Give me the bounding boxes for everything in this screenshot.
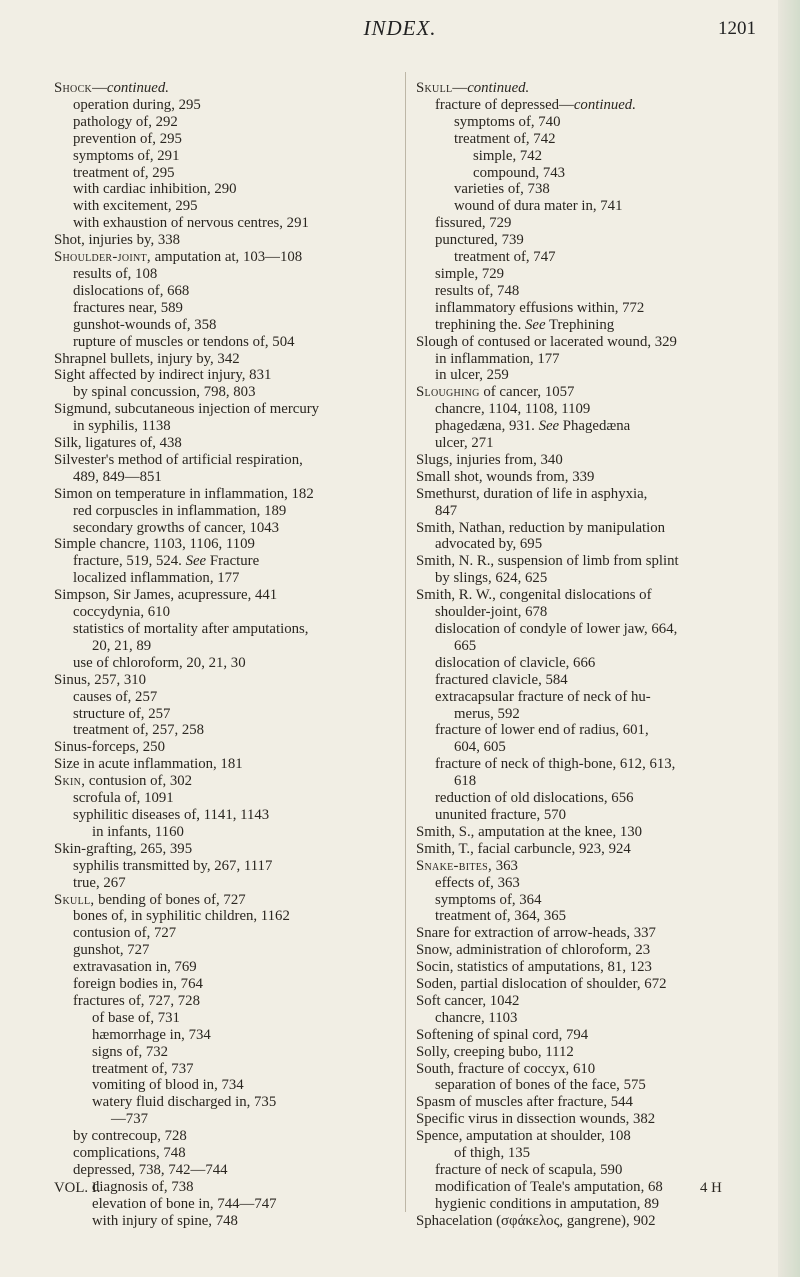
index-entry [416, 976, 761, 993]
index-entry [54, 435, 399, 452]
index-entry [54, 80, 399, 97]
index-entry-text: advocated by, 695 [435, 536, 543, 553]
index-entry [54, 452, 399, 469]
index-entry-text: of base of, 731 [92, 1009, 180, 1026]
index-entry-text: by contrecoup, 728 [73, 1128, 187, 1145]
index-entry-text: Smith, Nathan, reduction by manipulation [416, 519, 666, 536]
index-entry-text: bending of bones of, 727 [94, 891, 246, 908]
index-entry [416, 722, 761, 739]
index-entry [416, 1010, 761, 1027]
index-entry [54, 1179, 399, 1196]
index-entry-text: South, fracture of coccyx, 610 [416, 1060, 596, 1077]
index-entry [416, 215, 761, 232]
index-entry-text: Spasm of muscles after fracture, 544 [416, 1094, 633, 1111]
index-entry [416, 604, 761, 621]
index-entry [416, 655, 761, 672]
index-heading: Skull, [54, 891, 95, 908]
index-entry-text: 604, 605 [454, 739, 506, 756]
index-entry [54, 165, 399, 182]
index-entry-text: fractures of, 727, 728 [73, 992, 200, 1009]
index-entry [416, 689, 761, 706]
index-entry [416, 300, 761, 317]
index-entry-text: Soden, partial dislocation of shoulder, 672 [416, 976, 667, 993]
index-entry [54, 1061, 399, 1078]
index-entry [416, 925, 761, 942]
index-entry [416, 317, 761, 334]
index-entry [54, 97, 399, 114]
index-entry [416, 232, 761, 249]
index-entry [54, 215, 399, 232]
index-entry [416, 131, 761, 148]
index-entry-text: Snow, administration of chloroform, 23 [416, 942, 651, 959]
index-entry [416, 1196, 761, 1213]
index-entry [416, 165, 761, 182]
index-entry-text: syphilis transmitted by, 267, 1117 [73, 857, 273, 874]
index-entry-text: fractured clavicle, 584 [435, 671, 568, 688]
index-entry-text: Smith, R. W., congenital dislocations of [416, 587, 652, 604]
index-entry-text: Smith, T., facial carbuncle, 923, 924 [416, 840, 631, 857]
index-heading: Skin, [54, 773, 86, 790]
index-entry [54, 249, 399, 266]
index-entry-text: amputation at, 103—108 [150, 249, 303, 266]
index-entry-text: diagnosis of, 738 [92, 1178, 194, 1195]
index-entry [416, 351, 761, 368]
signature-mark: 4 H [700, 1180, 722, 1196]
page-number: 1201 [718, 18, 756, 39]
index-entry [416, 283, 761, 300]
index-entry-text: Shot, injuries by, 338 [54, 232, 181, 249]
page-edge [778, 0, 800, 1277]
index-entry-text: structure of, 257 [73, 705, 171, 722]
index-entry-text: —continued. [92, 80, 169, 96]
index-entry-text: red corpuscles in inflammation, 189 [73, 502, 287, 519]
index-entry-text: elevation of bone in, 744—747 [92, 1195, 277, 1212]
index-entry [416, 80, 761, 97]
index-entry [416, 621, 761, 638]
index-entry-text: with exhaustion of nervous centres, 291 [73, 215, 309, 232]
index-entry [54, 689, 399, 706]
index-entry-text: bones of, in syphilitic children, 1162 [73, 908, 290, 925]
index-entry-text: true, 267 [73, 874, 126, 891]
index-entry-text: in infants, 1160 [92, 823, 184, 840]
index-entry [416, 97, 761, 114]
index-entry [54, 638, 399, 655]
index-entry-text: by slings, 624, 625 [435, 570, 548, 587]
index-entry [54, 959, 399, 976]
index-entry [54, 790, 399, 807]
index-entry-text: fracture of neck of scapula, 590 [435, 1162, 623, 1178]
index-entry [54, 621, 399, 638]
index-entry-text: use of chloroform, 20, 21, 30 [73, 654, 246, 671]
index-entry-text: secondary growths of cancer, 1043 [73, 519, 280, 536]
index-entry [416, 418, 761, 435]
index-entry-text: 489, 849—851 [73, 468, 162, 485]
index-entry-text: foreign bodies in, 764 [73, 976, 203, 993]
index-entry-text: in inflammation, 177 [435, 350, 560, 367]
index-entry [416, 841, 761, 858]
index-entry [54, 300, 399, 317]
index-entry-text: of cancer, 1057 [479, 384, 575, 401]
index-entry-text: Sinus, 257, 310 [54, 671, 147, 688]
index-entry-text: separation of bones of the face, 575 [435, 1077, 646, 1094]
index-entry [54, 993, 399, 1010]
index-entry [416, 435, 761, 452]
index-entry-text: treatment of, 295 [73, 164, 175, 181]
index-entry [54, 1128, 399, 1145]
index-entry-text: 665 [454, 637, 477, 654]
index-entry-text: Silk, ligatures of, 438 [54, 435, 182, 452]
index-entry-text: depressed, 738, 742—744 [73, 1162, 228, 1178]
index-entry-text: fracture of lower end of radius, 601, [435, 722, 649, 739]
index-entry-text: vomiting of blood in, 734 [92, 1077, 244, 1094]
index-entry [54, 1094, 399, 1111]
index-entry-text: symptoms of, 291 [73, 147, 180, 164]
index-entry [54, 655, 399, 672]
index-entry-text: treatment of, 257, 258 [73, 722, 205, 739]
index-entry [416, 1077, 761, 1094]
index-entry [416, 401, 761, 418]
index-entry-text: by spinal concussion, 798, 803 [73, 384, 256, 401]
index-entry [54, 181, 399, 198]
index-entry [54, 841, 399, 858]
index-entry [416, 1061, 761, 1078]
index-entry [54, 131, 399, 148]
index-entry-text: reduction of old dislocations, 656 [435, 790, 634, 807]
index-entry [54, 1027, 399, 1044]
index-entry [416, 553, 761, 570]
index-entry-text: fracture of neck of thigh-bone, 612, 613, [435, 756, 676, 773]
index-entry-text: 20, 21, 89 [92, 637, 152, 654]
index-entry [416, 959, 761, 976]
index-entry [416, 773, 761, 790]
index-entry-text: Sphacelation (σφάκελος, gangrene), 902 [416, 1212, 656, 1229]
index-entry-text: results of, 108 [73, 265, 158, 282]
index-entry-text: Shrapnel bullets, injury by, 342 [54, 350, 240, 367]
index-entry-text: compound, 743 [473, 164, 566, 181]
index-entry-text: syphilitic diseases of, 1141, 1143 [73, 806, 270, 823]
index-entry-text: complications, 748 [73, 1145, 186, 1162]
index-entry-text: Smith, N. R., suspension of limb from splint [416, 553, 679, 570]
index-entry [416, 908, 761, 925]
index-entry [416, 807, 761, 824]
index-entry-text: fractures near, 589 [73, 299, 183, 316]
index-entry-text: wound of dura mater in, 741 [454, 198, 623, 215]
index-entry [416, 1213, 761, 1230]
index-entry-text: modification of Teale's amputation, 68 [435, 1178, 663, 1195]
index-entry-text: fissured, 729 [435, 215, 512, 232]
index-entry-text: scrofula of, 1091 [73, 790, 174, 807]
index-entry-text: shoulder-joint, 678 [435, 604, 548, 621]
index-entry-text: Sight affected by indirect injury, 831 [54, 367, 272, 384]
index-entry-text: ununited fracture, 570 [435, 806, 567, 823]
index-entry [54, 604, 399, 621]
index-entry [54, 520, 399, 537]
index-entry [416, 249, 761, 266]
index-entry [54, 553, 399, 570]
index-entry-text: punctured, 739 [435, 232, 524, 249]
index-entry [416, 536, 761, 553]
index-entry [54, 672, 399, 689]
index-entry-text: merus, 592 [454, 705, 520, 722]
index-entry-text: extravasation in, 769 [73, 959, 197, 976]
index-entry [54, 706, 399, 723]
index-entry [416, 334, 761, 351]
index-entry-text: Specific virus in dissection wounds, 382 [416, 1111, 656, 1128]
index-entry-text: Sigmund, subcutaneous injection of mercury [54, 401, 320, 418]
index-entry [416, 367, 761, 384]
index-entry [416, 790, 761, 807]
running-title: INDEX. [363, 16, 437, 40]
index-entry [54, 198, 399, 215]
index-entry [416, 1162, 761, 1179]
index-entry [416, 892, 761, 909]
index-entry-text: symptoms of, 364 [435, 891, 542, 908]
index-entry-text: contusion of, 302 [85, 773, 193, 790]
index-entry [54, 283, 399, 300]
index-entry [54, 384, 399, 401]
index-entry-text: simple, 729 [435, 265, 505, 282]
index-entry [416, 469, 761, 486]
index-entry-text: statistics of mortality after amputations, [73, 621, 309, 637]
volume-label: VOL. I. [54, 1180, 101, 1196]
index-entry-text: contusion of, 727 [73, 925, 177, 942]
index-entry [54, 1077, 399, 1094]
index-entry-text: treatment of, 364, 365 [435, 908, 567, 925]
index-entry-text: Spence, amputation at shoulder, 108 [416, 1128, 631, 1145]
index-entry [54, 351, 399, 368]
index-entry-text: rupture of muscles or tendons of, 504 [73, 333, 295, 350]
index-heading: Shock [54, 80, 93, 96]
index-entry [416, 503, 761, 520]
index-entry-text: with injury of spine, 748 [92, 1212, 238, 1229]
index-entry [54, 756, 399, 773]
index-entry [416, 1128, 761, 1145]
page-header [0, 0, 800, 56]
index-entry [54, 875, 399, 892]
index-entry-text: hygienic conditions in amputation, 89 [435, 1195, 659, 1212]
index-entry [54, 114, 399, 131]
index-entry [54, 486, 399, 503]
index-entry-text: causes of, 257 [73, 688, 158, 705]
index-entry [54, 807, 399, 824]
index-entry-text: fracture, 519, 524. See Fracture [73, 553, 260, 570]
index-entry [416, 942, 761, 959]
index-heading: Sloughing [416, 384, 480, 401]
index-heading: Shoulder-joint, [54, 249, 151, 266]
index-entry-text: extracapsular fracture of neck of hu- [435, 688, 651, 705]
index-entry-text: Small shot, wounds from, 339 [416, 468, 595, 485]
index-entry-text: ulcer, 271 [435, 435, 494, 452]
index-entry-text: Snare for extraction of arrow-heads, 337 [416, 925, 656, 942]
index-entry-text: localized inflammation, 177 [73, 570, 240, 587]
index-column-right [416, 80, 761, 1230]
index-entry-text: varieties of, 738 [454, 181, 550, 198]
index-entry [416, 587, 761, 604]
index-entry-text: Simon on temperature in inflammation, 182 [54, 485, 314, 502]
index-entry-text: of thigh, 135 [454, 1145, 531, 1162]
index-entry [416, 486, 761, 503]
index-entry-text: signs of, 732 [92, 1043, 169, 1060]
index-entry-text: coccydynia, 610 [73, 604, 170, 621]
index-entry [416, 570, 761, 587]
index-entry-text: prevention of, 295 [73, 130, 182, 147]
index-entry [54, 773, 399, 790]
index-entry [416, 756, 761, 773]
index-entry-text: in ulcer, 259 [435, 367, 509, 384]
index-entry-text: treatment of, 737 [92, 1060, 194, 1077]
index-column-left [54, 80, 399, 1230]
index-entry [416, 1145, 761, 1162]
index-entry [416, 1027, 761, 1044]
index-entry-text: dislocation of clavicle, 666 [435, 654, 596, 671]
index-entry [416, 114, 761, 131]
index-entry-text: symptoms of, 740 [454, 113, 561, 130]
index-entry [54, 925, 399, 942]
index-entry-text: Size in acute inflammation, 181 [54, 756, 243, 773]
index-entry-text: dislocation of condyle of lower jaw, 664, [435, 621, 678, 637]
index-entry-text: hæmorrhage in, 734 [92, 1026, 211, 1043]
index-entry-text: treatment of, 742 [454, 130, 556, 147]
index-heading: Skull [416, 80, 453, 96]
index-entry-text: Sinus-forceps, 250 [54, 739, 165, 756]
index-entry-text: dislocations of, 668 [73, 282, 190, 299]
index-entry [416, 1111, 761, 1128]
index-entry [54, 722, 399, 739]
index-entry [54, 232, 399, 249]
index-entry-text: Soft cancer, 1042 [416, 992, 520, 1009]
index-entry-text: Solly, creeping bubo, 1112 [416, 1043, 574, 1060]
index-entry [54, 317, 399, 334]
index-entry-text: Softening of spinal cord, 794 [416, 1026, 589, 1043]
index-entry [54, 469, 399, 486]
index-heading: Snake-bites, [416, 857, 493, 874]
index-entry [416, 452, 761, 469]
index-entry [54, 1196, 399, 1213]
index-entry [54, 401, 399, 418]
index-entry-text: treatment of, 747 [454, 249, 556, 266]
index-entry-text: pathology of, 292 [73, 113, 178, 130]
index-entry [54, 942, 399, 959]
index-entry-text: Simpson, Sir James, acupressure, 441 [54, 587, 278, 604]
index-entry-text: 618 [454, 773, 477, 790]
index-entry [54, 824, 399, 841]
index-entry-text: fracture of depressed—continued. [435, 96, 636, 113]
index-entry-text: Silvester's method of artificial respiration, [54, 451, 303, 468]
index-entry [54, 892, 399, 909]
index-entry [54, 536, 399, 553]
index-entry-text: simple, 742 [473, 147, 543, 164]
index-entry [416, 181, 761, 198]
index-entry [416, 739, 761, 756]
index-entry-text: gunshot, 727 [73, 942, 150, 959]
index-entry [54, 1213, 399, 1230]
index-entry [54, 858, 399, 875]
index-entry [54, 367, 399, 384]
index-entry [416, 672, 761, 689]
index-entry [416, 266, 761, 283]
index-entry [54, 1010, 399, 1027]
index-entry [54, 739, 399, 756]
index-entry-text: gunshot-wounds of, 358 [73, 316, 217, 333]
index-entry [416, 1044, 761, 1061]
index-entry [416, 384, 761, 401]
index-entry-text: phagedæna, 931. See Phagedæna [435, 418, 631, 435]
index-entry [416, 520, 761, 537]
index-entry-text: Slugs, injuries from, 340 [416, 451, 563, 468]
index-entry-text: results of, 748 [435, 282, 520, 299]
index-entry-text: effects of, 363 [435, 874, 520, 891]
index-entry [54, 1044, 399, 1061]
index-entry-text: 363 [492, 857, 518, 874]
index-entry [416, 638, 761, 655]
index-entry [54, 1111, 399, 1128]
index-entry-text: 847 [435, 502, 458, 519]
index-entry-text: —737 [111, 1111, 148, 1128]
index-entry-text: Simple chancre, 1103, 1106, 1109 [54, 536, 255, 553]
index-entry [416, 1094, 761, 1111]
index-entry [416, 993, 761, 1010]
index-entry-text: operation during, 295 [73, 96, 201, 113]
index-entry [54, 570, 399, 587]
index-entry-text: Skin-grafting, 265, 395 [54, 840, 193, 857]
index-entry [416, 198, 761, 215]
index-entry-text: chancre, 1104, 1108, 1109 [435, 401, 591, 418]
index-entry [416, 824, 761, 841]
index-entry [416, 875, 761, 892]
index-entry [54, 1162, 399, 1179]
index-entry [54, 418, 399, 435]
index-entry [416, 148, 761, 165]
index-entry-text: —continued. [452, 80, 530, 96]
index-entry-text: with excitement, 295 [73, 198, 198, 215]
index-entry [54, 587, 399, 604]
index-entry [54, 908, 399, 925]
index-entry [54, 503, 399, 520]
index-entry-text: Smethurst, duration of life in asphyxia, [416, 485, 648, 502]
index-entry-text: with cardiac inhibition, 290 [73, 181, 237, 198]
index-entry [54, 148, 399, 165]
index-entry [54, 334, 399, 351]
index-entry [54, 266, 399, 283]
index-entry-text: watery fluid discharged in, 735 [92, 1094, 277, 1111]
index-entry [54, 976, 399, 993]
index-entry-text: Slough of contused or lacerated wound, 329 [416, 333, 677, 350]
index-entry-text: inflammatory effusions within, 772 [435, 299, 645, 316]
index-entry [416, 858, 761, 875]
column-divider [405, 72, 406, 1212]
index-entry-text: chancre, 1103 [435, 1009, 518, 1026]
index-entry-text: Smith, S., amputation at the knee, 130 [416, 823, 643, 840]
index-entry-text: trephining the. See Trephining [435, 316, 615, 333]
index-entry-text: Socin, statistics of amputations, 81, 123 [416, 959, 652, 976]
index-entry-text: in syphilis, 1138 [73, 418, 171, 435]
index-entry [416, 706, 761, 723]
index-entry [54, 1145, 399, 1162]
